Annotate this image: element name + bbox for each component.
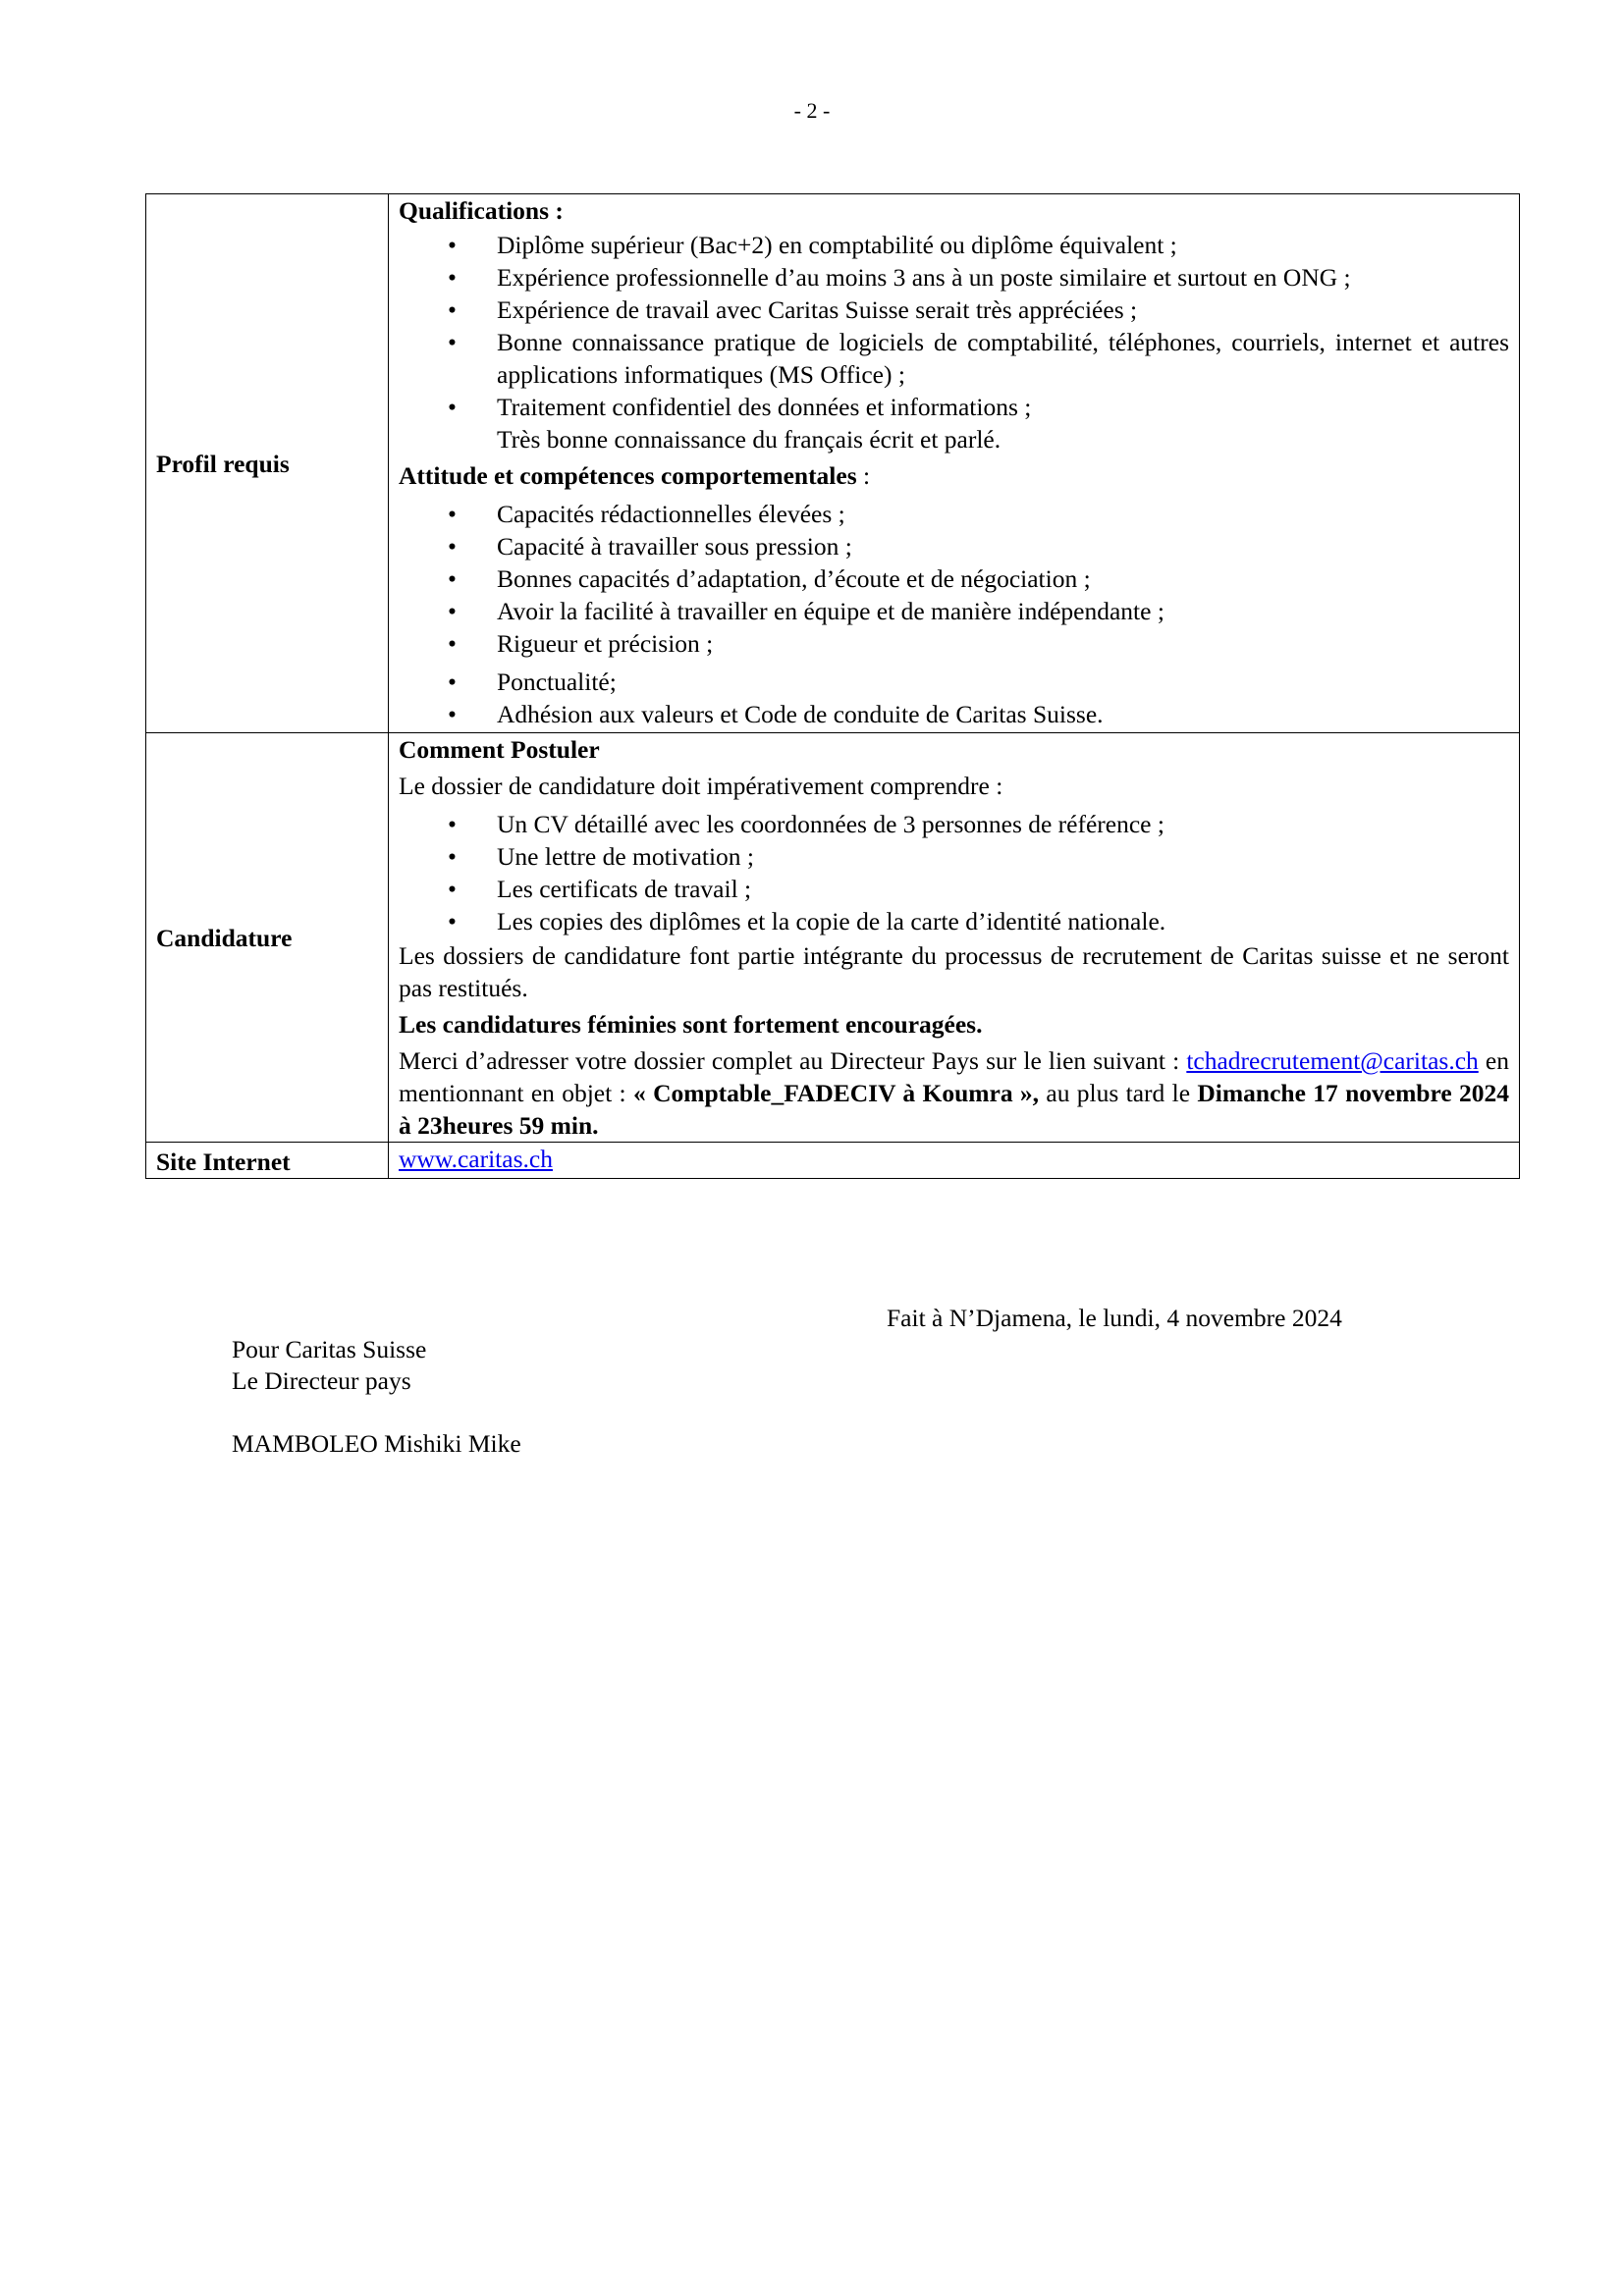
place-date: Fait à N’Djamena, le lundi, 4 novembre 2024: [887, 1304, 1342, 1332]
candidature-note: Les dossiers de candidature font partie intégrante du processus de recrutement de Caritas suisse et ne seront pas restitués.: [399, 941, 1509, 1002]
signature-line-2: Le Directeur pays: [232, 1366, 411, 1395]
candidature-encourage: Les candidatures féminies sont fortement encouragées.: [399, 1010, 983, 1039]
qualifications-continuation: Très bonne connaissance du français écrit et parlé.: [497, 425, 1001, 454]
candidature-content: [389, 733, 1520, 1143]
candidature-documents-list: [399, 808, 1509, 937]
website-link[interactable]: www.caritas.ch: [399, 1145, 553, 1173]
page-number: - 2 -: [793, 98, 831, 123]
attitude-colon: :: [856, 461, 871, 490]
row-site-internet: [146, 1143, 1520, 1179]
attitude-heading-line: [399, 459, 1509, 492]
site-content: [389, 1143, 1520, 1179]
row-profil-requis: [146, 194, 1520, 733]
label-profil-requis: Profil requis: [146, 194, 389, 733]
list-item: • Un CV détaillé avec les coordonnées de 3 personnes de référence ;: [399, 808, 1509, 840]
list-item: • Expérience de travail avec Caritas Suisse serait très appréciées ;: [399, 294, 1509, 326]
profil-content: [389, 194, 1520, 733]
list-item: • Adhésion aux valeurs et Code de conduite de Caritas Suisse.: [399, 698, 1509, 730]
subject-text: « Comptable_FADECIV à Koumra »,: [632, 1079, 1040, 1107]
list-item: • Avoir la facilité à travailler en équipe et de manière indépendante ;: [399, 595, 1509, 627]
send-prefix: Merci d’adresser votre dossier complet au Directeur Pays sur le lien suivant :: [399, 1046, 1180, 1075]
send-mid2: au plus tard le: [1039, 1079, 1198, 1107]
label-candidature: Candidature: [146, 733, 389, 1143]
label-site-internet: Site Internet: [146, 1143, 389, 1179]
job-details-table: [145, 193, 1520, 1179]
list-item: • Ponctualité;: [399, 666, 1509, 698]
list-item: • Traitement confidentiel des données et informations ;: [399, 391, 1509, 423]
list-item: • Expérience professionnelle d’au moins 3 ans à un poste similaire et surtout en ONG ;: [399, 261, 1509, 294]
qualifications-list: [399, 229, 1509, 423]
attitude-heading: Attitude et compétences comportementales: [399, 461, 857, 490]
list-item: • Les certificats de travail ;: [399, 873, 1509, 905]
list-item: • Une lettre de motivation ;: [399, 840, 1509, 873]
comment-postuler-heading: Comment Postuler: [399, 735, 600, 764]
list-item: • Diplôme supérieur (Bac+2) en comptabilité ou diplôme équivalent ;: [399, 229, 1509, 261]
deadline-text: Dimanche 17 novembre 2024 à 23heures 59 min.: [399, 1079, 1510, 1140]
list-item: • Capacités rédactionnelles élevées ;: [399, 498, 1509, 530]
attitude-list: [399, 498, 1509, 730]
list-item: • Les copies des diplômes et la copie de la carte d’identité nationale.: [399, 905, 1509, 937]
candidature-send-instructions: [399, 1044, 1509, 1142]
send-mid: en mentionnant en objet :: [399, 1046, 1509, 1107]
list-item: • Rigueur et précision ;: [399, 627, 1509, 660]
list-item: • Bonne connaissance pratique de logiciels de comptabilité, téléphones, courriels, internet et autres applications informatiques (MS Office) ;: [399, 326, 1509, 391]
signature-line-1: Pour Caritas Suisse: [232, 1335, 427, 1363]
row-candidature: [146, 733, 1520, 1143]
candidature-intro: Le dossier de candidature doit impérativement comprendre :: [399, 772, 1003, 800]
email-link[interactable]: tchadrecrutement@caritas.ch: [1186, 1046, 1479, 1075]
signatory-name: MAMBOLEO Mishiki Mike: [232, 1429, 521, 1458]
qualifications-heading: Qualifications :: [399, 196, 564, 225]
list-item: • Capacité à travailler sous pression ;: [399, 530, 1509, 562]
list-item: • Bonnes capacités d’adaptation, d’écoute et de négociation ;: [399, 562, 1509, 595]
